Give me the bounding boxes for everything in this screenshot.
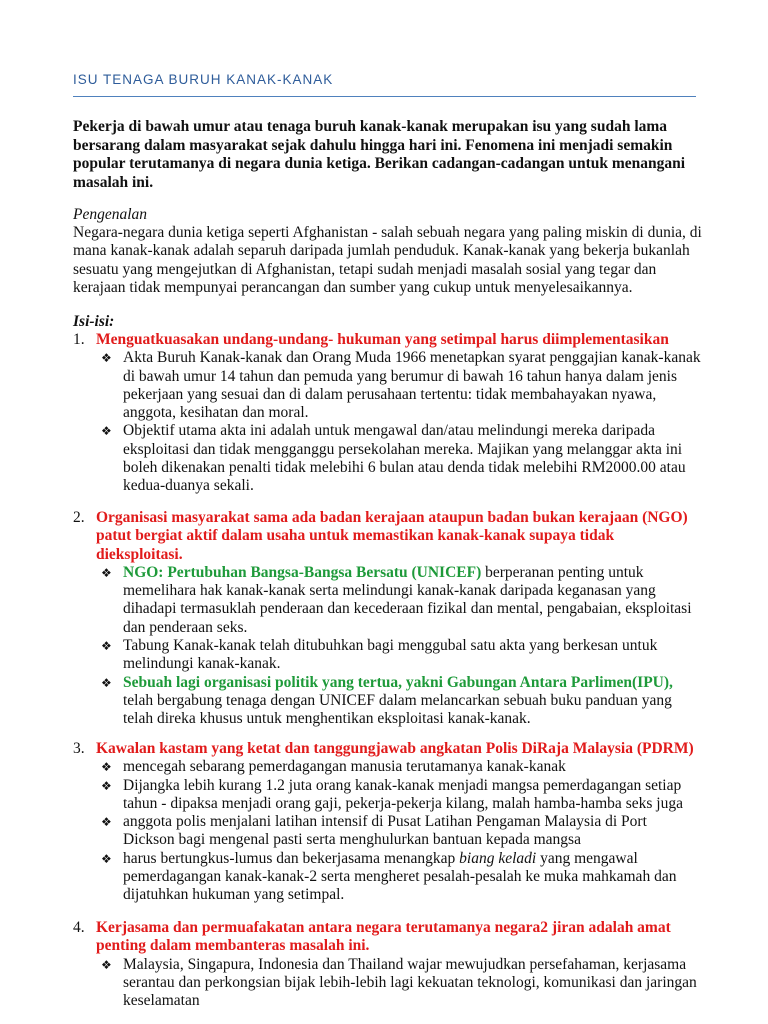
section-title: Menguatkuasakan undang-undang- hukuman yang setimpal harus diimplementasikan	[96, 331, 669, 348]
section-4	[73, 919, 701, 1010]
diamond-bullet-icon: ❖	[101, 778, 112, 793]
list-item	[73, 777, 701, 814]
section-heading	[73, 740, 701, 758]
list-item	[73, 956, 701, 1011]
bullet-text: anggota polis menjalani latihan intensif di Pusat Latihan Pengaman Malaysia di Port Dickson bagi mengenal pasti serta menghulurkan bantuan kepada mangsa	[123, 813, 647, 849]
section-1	[73, 331, 701, 496]
bullet-text: Malaysia, Singapura, Indonesia dan Thailand wajar mewujudkan persefahaman, kerjasama serantau dan perkongsian bijak lebih-lebih lagi kekuatan teknologi, komunikasi dan jaringan keselamatan	[123, 955, 697, 1010]
section-title: Kerjasama dan permuafakatan antara negara terutamanya negara2 jiran adalah amat penting dalam membanteras masalah ini.	[96, 919, 671, 955]
section-title: Kawalan kastam yang ketat dan tanggungjawab angkatan Polis DiRaja Malaysia (PDRM)	[96, 740, 694, 757]
diamond-bullet-icon: ❖	[101, 675, 112, 690]
bullet-list	[73, 564, 698, 729]
section-heading	[73, 331, 701, 349]
diamond-bullet-icon: ❖	[101, 639, 112, 654]
bullet-list	[73, 349, 701, 495]
section-2	[73, 509, 698, 729]
bullet-italic: biang keladi	[459, 849, 537, 867]
intro-paragraph: Negara-negara dunia ketiga seperti Afghanistan - salah sebuah negara yang paling miskin di dunia, di mana kanak-kanak adalah separuh daripada jumlah penduduk. Kanak-kanak yang bekerja bukanlah sesuatu yang mengejutkan di Afghanistan, tetapi sudah menjadi masalah sosial yang tegar dan kerajaan tidak mempunyai perancangan dan sumber yang cukup untuk menyelesaikannya.	[73, 224, 702, 296]
section-3	[73, 740, 701, 905]
bullet-text: Objektif utama akta ini adalah untuk mengawal dan/atau melindungi mereka daripada eksploitasi dan tidak mengganggu persekolahan mereka. Majikan yang melanggar akta ini boleh dikenakan penalti tidak melebihi 6 bulan atau denda tidak melebihi RM2000.00 atau kedua-duanya sekali.	[123, 422, 686, 495]
list-item	[73, 758, 701, 776]
intro-heading: Pengenalan	[73, 206, 148, 223]
section-number: 4.	[73, 919, 85, 936]
list-item	[73, 813, 701, 850]
diamond-bullet-icon: ❖	[101, 957, 112, 972]
list-item	[73, 674, 698, 729]
bullet-text: Akta Buruh Kanak-kanak dan Orang Muda 1966 menetapkan syarat penggajian kanak-kanak di bawah umur 14 tahun dan pemuda yang berumur di bawah 16 tahun hanya dalam jenis pekerjaan yang sesuai dan di dalam perusahaan tertentu: tidak membahayakan nyawa, anggota, kesihatan dan moral.	[123, 349, 701, 422]
bullet-list	[73, 758, 701, 904]
title-underline	[73, 96, 696, 97]
document-title: ISU TENAGA BURUH KANAK-KANAK	[73, 72, 334, 87]
diamond-bullet-icon: ❖	[101, 851, 112, 866]
section-number: 1.	[73, 331, 85, 348]
list-item	[73, 422, 701, 495]
bullet-text: mencegah sebarang pemerdagangan manusia terutamanya kanak-kanak	[123, 758, 566, 776]
diamond-bullet-icon: ❖	[101, 815, 112, 830]
section-heading	[73, 509, 698, 564]
diamond-bullet-icon: ❖	[101, 760, 112, 775]
bullet-text: harus bertungkus-lumus dan bekerjasama menangkap	[123, 849, 460, 867]
list-item	[73, 637, 698, 674]
list-item	[73, 850, 701, 905]
bullet-text: yang mengawal pemerdagangan kanak-kanak-2 serta mengheret pesalah-pesalah ke muka mahkamah dan dijatuhkan hukuman yang setimpal.	[123, 849, 677, 904]
bullet-text: Tabung Kanak-kanak telah ditubuhkan bagi menggubal satu akta yang berkesan untuk melindungi kanak-kanak.	[123, 637, 658, 673]
section-number: 3.	[73, 740, 85, 757]
diamond-bullet-icon: ❖	[101, 424, 112, 439]
list-item	[73, 564, 698, 637]
section-number: 2.	[73, 509, 85, 526]
bullet-text: berperanan penting untuk memelihara hak kanak-kanak serta melindungi kanak-kanak daripada keganasan yang dihadapi termasuklah penderaan dan kecederaan fizikal dan mental, pengabaian, eksploitasi dan penderaan seks.	[123, 563, 692, 636]
section-title: Organisasi masyarakat sama ada badan kerajaan ataupun badan bukan kerajaan (NGO) patut bergiat aktif dalam usaha untuk memastikan kanak-kanak supaya tidak dieksploitasi.	[96, 509, 688, 563]
bullet-text: Dijangka lebih kurang 1.2 juta orang kanak-kanak menjadi mangsa pemerdagangan setiap tahun - dipaksa menjadi orang gaji, pekerja-pekerja kilang, malah hamba-hamba seks juga	[123, 776, 683, 812]
bullet-text: telah bergabung tenaga dengan UNICEF dalam melancarkan sebuah buku panduan yang telah direka khusus untuk menghentikan eksploitasi kanak-kanak.	[123, 691, 672, 728]
section-heading	[73, 919, 701, 956]
isi-heading: Isi-isi:	[73, 313, 115, 330]
list-item	[73, 349, 701, 422]
bullet-list	[73, 956, 701, 1011]
essay-question: Pekerja di bawah umur atau tenaga buruh kanak-kanak merupakan isu yang sudah lama bersarang dalam masyarakat sejak dahulu hingga hari ini. Fenomena ini menjadi semakin popular terutamanya di negara dunia ketiga. Berikan cadangan-cadangan untuk menangani masalah ini.	[73, 118, 686, 191]
diamond-bullet-icon: ❖	[101, 351, 112, 366]
bullet-highlight: Sebuah lagi organisasi politik yang tertua, yakni Gabungan Antara Parlimen(IPU),	[123, 673, 673, 691]
diamond-bullet-icon: ❖	[101, 565, 112, 580]
bullet-highlight: NGO: Pertubuhan Bangsa-Bangsa Bersatu (UNICEF)	[123, 563, 482, 581]
